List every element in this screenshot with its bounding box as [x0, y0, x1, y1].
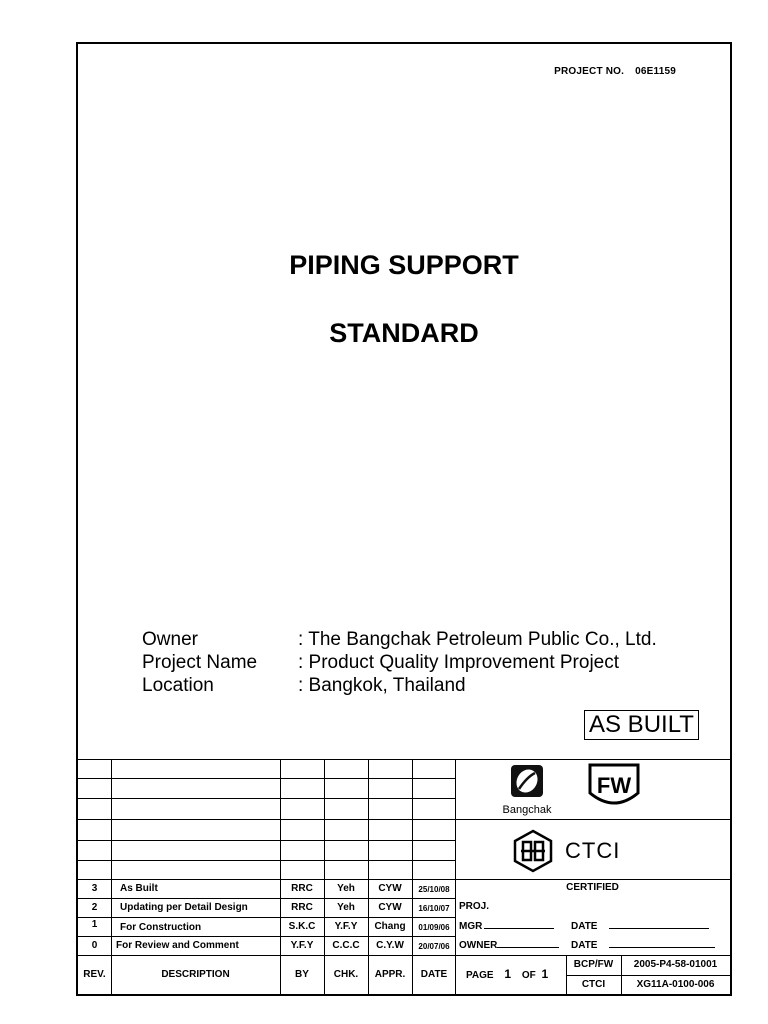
document-frame — [76, 42, 732, 996]
page-indicator: PAGE 1 OF 1 — [466, 967, 549, 981]
owner-label: OWNER — [459, 940, 559, 951]
docnum-label: CTCI — [581, 979, 606, 990]
fw-logo-text: FW — [596, 773, 632, 798]
mgr-label: MGR — [459, 921, 554, 932]
docnum-value: XG11A-0100-006 — [636, 979, 715, 990]
docnum-label: BCP/FW — [573, 959, 614, 970]
info-value: : Product Quality Improvement Project — [298, 652, 620, 673]
docnum-value: 2005-P4-58-01001 — [633, 959, 718, 970]
info-label: Project Name — [142, 652, 258, 673]
info-label: Location — [142, 675, 214, 696]
bangchak-logo — [499, 763, 555, 819]
proj-label: PROJ. — [459, 901, 490, 912]
info-value: : The Bangchak Petroleum Public Co., Ltd. — [298, 629, 657, 650]
title-line-1: PIPING SUPPORT — [289, 250, 519, 280]
as-built-stamp: AS BUILT — [584, 710, 699, 740]
info-row-project-name — [142, 651, 657, 674]
project-info — [142, 628, 657, 697]
ctci-logo-mark — [511, 829, 555, 873]
title-line-2: STANDARD — [329, 318, 479, 348]
mgr-date: DATE — [571, 921, 709, 932]
info-value: : Bangkok, Thailand — [298, 675, 466, 696]
info-row-location — [142, 674, 657, 697]
certified-label: CERTIFIED — [566, 882, 619, 893]
info-row-owner — [142, 628, 657, 651]
ctci-logo — [511, 829, 641, 873]
project-number-label: PROJECT NO. — [554, 66, 625, 77]
bangchak-logo-text: Bangchak — [502, 804, 552, 816]
info-label: Owner — [142, 629, 198, 650]
ctci-logo-text: CTCI — [565, 838, 621, 863]
title-block: Bangchak FW CTCI CERTIFIED PROJ. MGR DATE OWNER DATE 3 As Built RRC Yeh CYW 25/10/08 2 Updating per Detail Design RRC Yeh CYW 16/10/07 1 For Construction S.K.C Y.F.Y Chang 01/09/06 0 For Review and Comment Y.F.Y C.C.C C.Y.W 20/07/06 REV. DESCRIPTION BY CHK. APPR. DATE PAGE 1 OF 1 BCP/FW 2005-P4-58-01001 CTCI XG11A-0100-006 — [78, 759, 730, 994]
project-number — [554, 66, 676, 77]
owner-date: DATE — [571, 940, 715, 951]
project-number-value: 06E1159 — [635, 66, 676, 77]
foster-wheeler-logo — [584, 763, 644, 811]
